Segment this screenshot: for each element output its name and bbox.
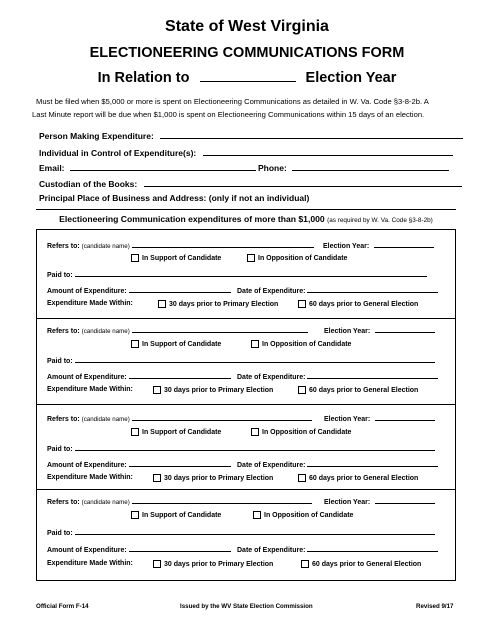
individual-label: Individual in Control of Expenditure(s):	[39, 148, 197, 158]
support-option[interactable]	[131, 428, 221, 436]
amount-input[interactable]	[129, 458, 231, 467]
primary-label: 30 days prior to Primary Election	[164, 387, 274, 394]
paid-to-input[interactable]	[75, 268, 427, 277]
phone-label: Phone:	[258, 163, 287, 173]
expenditure-entries-box	[36, 229, 456, 581]
refers-to-label: Refers to:	[47, 416, 80, 423]
candidate-name-input[interactable]	[132, 324, 308, 333]
expenditure-entry	[37, 318, 455, 404]
support-checkbox[interactable]	[131, 254, 139, 262]
amount-input[interactable]	[129, 543, 231, 552]
date-row	[237, 458, 438, 469]
opposition-checkbox[interactable]	[253, 511, 261, 519]
election-year-input[interactable]	[375, 324, 435, 333]
election-year-input[interactable]	[374, 239, 434, 248]
election-year-blank[interactable]	[200, 73, 296, 82]
general-label: 60 days prior to General Election	[309, 387, 419, 394]
election-year-input[interactable]	[375, 495, 435, 504]
support-label: In Support of Candidate	[142, 341, 222, 348]
opposition-checkbox[interactable]	[247, 254, 255, 262]
general-checkbox[interactable]	[298, 474, 306, 482]
election-year-row	[323, 239, 434, 250]
phone-input[interactable]	[292, 162, 449, 171]
date-label: Date of Expenditure:	[237, 288, 306, 295]
primary-label: 30 days prior to Primary Election	[169, 301, 279, 308]
general-checkbox[interactable]	[298, 386, 306, 394]
date-label: Date of Expenditure:	[237, 547, 306, 554]
amount-input[interactable]	[129, 370, 231, 379]
election-year-heading	[0, 70, 494, 86]
support-label: In Support of Candidate	[142, 255, 222, 262]
general-label: 60 days prior to General Election	[312, 561, 422, 568]
made-within-label: Expenditure Made Within:	[47, 300, 133, 307]
opposition-option[interactable]	[251, 340, 351, 348]
refers-to-label: Refers to:	[47, 328, 80, 335]
made-within-label: Expenditure Made Within:	[47, 560, 133, 567]
primary-option[interactable]	[153, 560, 273, 568]
state-heading: State of West Virginia	[165, 18, 329, 35]
made-within-row	[47, 300, 133, 307]
relation-prefix: In Relation to	[97, 70, 190, 86]
email-input[interactable]	[70, 162, 256, 171]
primary-checkbox[interactable]	[158, 300, 166, 308]
person-input[interactable]	[160, 130, 463, 139]
principal-field	[39, 193, 309, 203]
support-label: In Support of Candidate	[142, 429, 222, 436]
election-year-label: Election Year:	[324, 416, 371, 423]
date-label: Date of Expenditure:	[237, 462, 306, 469]
made-within-row	[47, 474, 133, 481]
candidate-name-hint: (candidate name)	[81, 416, 130, 423]
person-field	[39, 130, 463, 141]
paid-to-label: Paid to:	[47, 272, 73, 279]
instruction-line-1: Must be filed when $5,000 or more is spent on Electioneering Communications as detailed in W. Va. Code §3-8-2b. A	[36, 97, 429, 106]
general-label: 60 days prior to General Election	[309, 475, 419, 482]
email-label: Email:	[39, 163, 65, 173]
date-row	[237, 543, 438, 554]
support-option[interactable]	[131, 340, 221, 348]
paid-to-row	[47, 526, 435, 537]
form-title: ELECTIONEERING COMMUNICATIONS FORM	[89, 45, 405, 61]
refers-to-row	[47, 495, 312, 506]
refers-to-label: Refers to:	[47, 499, 80, 506]
expenditures-title	[36, 214, 456, 224]
candidate-name-hint: (candidate name)	[81, 243, 130, 250]
election-year-row	[324, 412, 435, 423]
general-label: 60 days prior to General Election	[309, 301, 419, 308]
primary-label: 30 days prior to Primary Election	[164, 561, 274, 568]
opposition-label: In Opposition of Candidate	[264, 512, 354, 519]
amount-label: Amount of Expenditure:	[47, 462, 127, 469]
filing-instructions	[32, 96, 466, 121]
opposition-option[interactable]	[253, 511, 353, 519]
relation-suffix: Election Year	[305, 70, 397, 86]
expenditure-entry	[37, 230, 455, 318]
election-year-row	[324, 495, 435, 506]
paid-to-input[interactable]	[75, 526, 435, 535]
opposition-option[interactable]	[251, 428, 351, 436]
general-checkbox[interactable]	[301, 560, 309, 568]
candidate-name-input[interactable]	[132, 239, 314, 248]
candidate-name-hint: (candidate name)	[81, 499, 130, 506]
date-input[interactable]	[307, 458, 438, 467]
paid-to-row	[47, 268, 427, 279]
expenditures-code-ref: (as required by W. Va. Code §3-8-2b)	[327, 217, 433, 224]
general-option[interactable]	[298, 386, 418, 394]
primary-label: 30 days prior to Primary Election	[164, 475, 274, 482]
expenditure-entry	[37, 404, 455, 489]
election-year-label: Election Year:	[323, 243, 370, 250]
support-option[interactable]	[131, 254, 221, 262]
primary-checkbox[interactable]	[153, 474, 161, 482]
date-label: Date of Expenditure:	[237, 374, 306, 381]
primary-checkbox[interactable]	[153, 560, 161, 568]
refers-to-row	[47, 412, 312, 423]
amount-row	[47, 284, 231, 295]
individual-field	[39, 147, 453, 158]
refers-to-label: Refers to:	[47, 243, 80, 250]
support-checkbox[interactable]	[131, 340, 139, 348]
phone-field	[258, 162, 449, 173]
paid-to-row	[47, 442, 435, 453]
custodian-label: Custodian of the Books:	[39, 179, 138, 189]
email-field	[39, 162, 256, 173]
form-number: Official Form F-14	[36, 603, 89, 610]
support-option[interactable]	[131, 511, 221, 519]
opposition-checkbox[interactable]	[251, 340, 259, 348]
election-year-label: Election Year:	[324, 499, 371, 506]
opposition-label: In Opposition of Candidate	[262, 341, 352, 348]
made-within-label: Expenditure Made Within:	[47, 386, 133, 393]
date-row	[237, 370, 438, 381]
expenditures-heading: Electioneering Communication expenditures of more than $1,000	[59, 214, 325, 224]
opposition-checkbox[interactable]	[251, 428, 259, 436]
paid-to-label: Paid to:	[47, 530, 73, 537]
custodian-field	[39, 178, 462, 189]
date-input[interactable]	[307, 543, 438, 552]
primary-checkbox[interactable]	[153, 386, 161, 394]
general-option[interactable]	[298, 474, 418, 482]
amount-label: Amount of Expenditure:	[47, 374, 127, 381]
primary-option[interactable]	[158, 300, 278, 308]
date-input[interactable]	[307, 284, 438, 293]
person-label: Person Making Expenditure:	[39, 131, 154, 141]
principal-address-line[interactable]	[36, 209, 456, 210]
general-option[interactable]	[301, 560, 421, 568]
principal-label: Principal Place of Business and Address: (only if not an individual)	[39, 193, 310, 203]
candidate-name-input[interactable]	[132, 412, 312, 421]
primary-option[interactable]	[153, 386, 273, 394]
date-row	[237, 284, 438, 295]
refers-to-row	[47, 239, 314, 250]
amount-row	[47, 370, 231, 381]
paid-to-input[interactable]	[75, 354, 435, 363]
issuer: Issued by the WV State Election Commission	[180, 603, 313, 610]
election-year-label: Election Year:	[324, 328, 371, 335]
expenditure-entry	[37, 489, 455, 580]
opposition-option[interactable]	[247, 254, 347, 262]
paid-to-input[interactable]	[75, 442, 435, 451]
paid-to-label: Paid to:	[47, 358, 73, 365]
opposition-label: In Opposition of Candidate	[258, 255, 348, 262]
candidate-name-hint: (candidate name)	[81, 328, 130, 335]
individual-input[interactable]	[203, 147, 453, 156]
general-option[interactable]	[298, 300, 418, 308]
instruction-line-2: Last Minute report will be due when $1,000 is spent on Electioneering Communications within 15 days of an election.	[32, 109, 425, 119]
paid-to-row	[47, 354, 435, 365]
paid-to-label: Paid to:	[47, 446, 73, 453]
candidate-name-input[interactable]	[132, 495, 312, 504]
primary-option[interactable]	[153, 474, 273, 482]
amount-label: Amount of Expenditure:	[47, 288, 127, 295]
election-year-row	[324, 324, 435, 335]
election-year-input[interactable]	[375, 412, 435, 421]
amount-label: Amount of Expenditure:	[47, 547, 127, 554]
general-checkbox[interactable]	[298, 300, 306, 308]
refers-to-row	[47, 324, 308, 335]
support-label: In Support of Candidate	[142, 512, 222, 519]
made-within-row	[47, 560, 133, 567]
revision: Revised 9/17	[416, 603, 454, 610]
opposition-label: In Opposition of Candidate	[262, 429, 352, 436]
amount-row	[47, 543, 231, 554]
amount-input[interactable]	[129, 284, 231, 293]
support-checkbox[interactable]	[131, 511, 139, 519]
made-within-label: Expenditure Made Within:	[47, 474, 133, 481]
date-input[interactable]	[307, 370, 438, 379]
made-within-row	[47, 386, 133, 393]
amount-row	[47, 458, 231, 469]
support-checkbox[interactable]	[131, 428, 139, 436]
custodian-input[interactable]	[144, 178, 462, 187]
